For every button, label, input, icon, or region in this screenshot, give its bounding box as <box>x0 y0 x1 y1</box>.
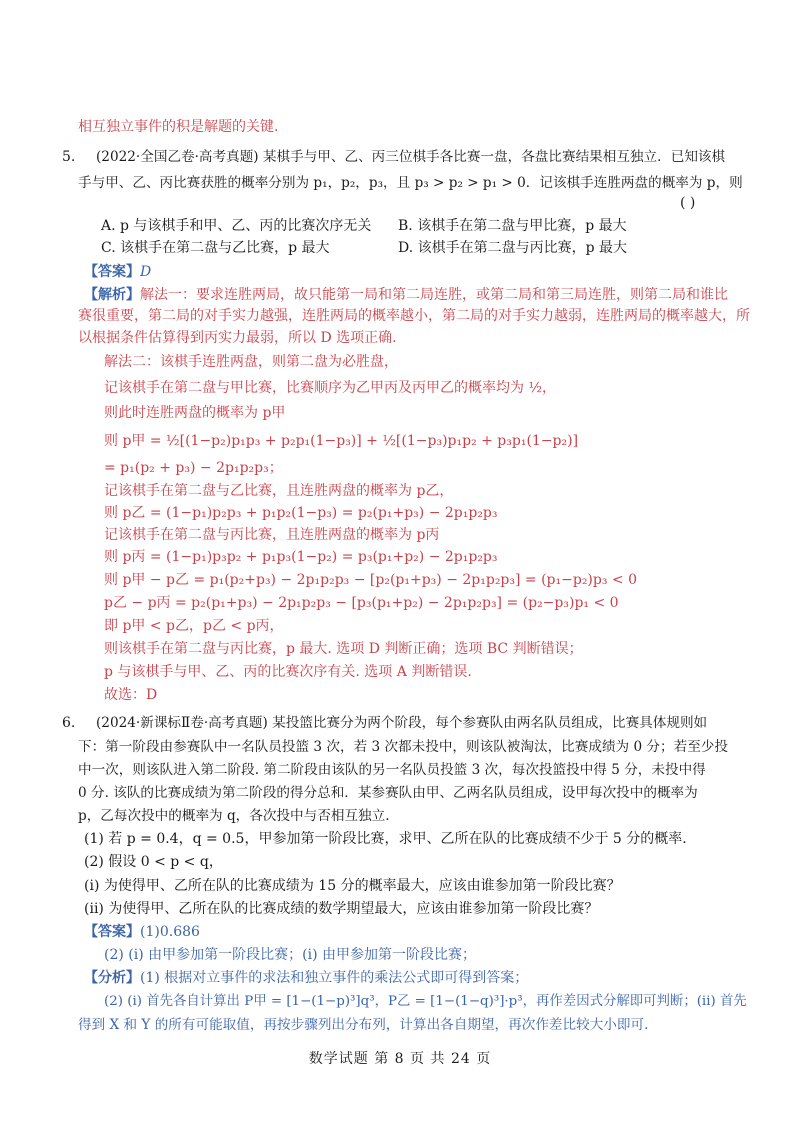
q6-stem-line-5: p，乙每次投中的概率为 q，各次投中与否相互独立. <box>78 808 390 824</box>
q5-analysis-line-2: 赛很重要，第二局的对手实力越强，连胜两局的概率越小，第二局的对手实力越弱，连胜两局的概率越大，所 <box>78 308 750 324</box>
q5-number: 5. <box>62 149 76 165</box>
q5-method2-line-1: 解法二：该棋手连胜两盘，则第二盘为必胜盘， <box>104 354 398 370</box>
q6-subquestion-2: (2) 假设 0 < p < q， <box>84 854 223 870</box>
page-footer: 数学试题 第 8 页 共 24 页 <box>308 1051 492 1067</box>
q5-stem-line-2: 手与甲、乙、丙比赛获胜的概率分别为 p₁，p₂，p₃，且 p₃ > p₂ > p₁ > 0．记该棋手连胜两盘的概率为 p，则 <box>78 175 743 191</box>
top-conclusion-line: 相互独立事件的积是解题的关键. <box>78 119 279 135</box>
q5-method2-line-7: 则 p乙 = (1−p₁)p₂p₃ + p₁p₂(1−p₃) = p₂(p₁+p₃) − 2p₁p₂p₃ <box>104 505 498 521</box>
q5-method2-line-15: 故选：D <box>104 687 158 703</box>
q6-stem-line-2: 下：第一阶段由参赛队中一名队员投篮 3 次，若 3 次都未投中，则该队被淘汰，比赛成绩为 0 分；若至少投 <box>78 739 728 755</box>
q5-option-a: A. p 与该棋手和甲、乙、丙的比赛次序无关 <box>101 218 372 234</box>
q5-answer-label: 【答案】 <box>84 264 140 280</box>
q5-answer-value: D <box>140 264 152 280</box>
q5-stem-line-1: (2022·全国乙卷·高考真题) 某棋手与甲、乙、丙三位棋手各比赛一盘，各盘比赛结果相互独立．已知该棋 <box>96 149 726 165</box>
q5-method2-line-10: 则 p甲 − p乙 = p₁(p₂+p₃) − 2p₁p₂p₃ − [p₂(p₁+p₃) − 2p₁p₂p₃] = (p₁−p₂)p₃ < 0 <box>104 572 638 588</box>
q5-method2-line-12: 即 p甲 < p乙，p乙 < p丙， <box>104 618 284 634</box>
q6-answer <box>84 922 200 942</box>
q6-number: 6. <box>62 715 76 731</box>
q5-answer-paren: ( ) <box>680 195 696 211</box>
q6-analysis-line-2: (2) (i) 首先各自计算出 P甲 = [1−(1−p)³]q³，P乙 = [1−(1−q)³]·p³，再作差因式分解即可判断；(ii) 首先 <box>104 994 747 1009</box>
q5-method2-line-14: p 与该棋手与甲、乙、丙的比赛次序有关. 选项 A 判断错误. <box>104 664 472 680</box>
q5-method2-line-3: 则此时连胜两盘的概率为 p甲 <box>104 405 286 421</box>
q6-subquestion-2i: (i) 为使得甲、乙所在队的比赛成绩为 15 分的概率最大，应该由谁参加第一阶段比赛？ <box>84 878 621 894</box>
q5-analysis-line-1 <box>84 285 728 305</box>
q5-option-b: B. 该棋手在第二盘与甲比赛，p 最大 <box>398 218 627 234</box>
q5-option-d: D. 该棋手在第二盘与丙比赛，p 最大 <box>398 240 628 256</box>
q6-subquestion-1: (1) 若 p = 0.4，q = 0.5，甲参加第一阶段比赛，求甲、乙所在队的比赛成绩不少于 5 分的概率. <box>84 831 687 847</box>
q5-analysis-text-1: 解法一：要求连胜两局，故只能第一局和第二局连胜，或第二局和第三局连胜，则第二局和谁比 <box>140 287 728 303</box>
q5-method2-line-13: 则该棋手在第二盘与丙比赛，p 最大. 选项 D 判断正确；选项 BC 判断错误； <box>104 641 583 657</box>
q6-subquestion-2ii: (ii) 为使得甲、乙所在队的比赛成绩的数学期望最大，应该由谁参加第一阶段比赛？ <box>84 901 599 917</box>
q6-analysis-text-1: (1) 根据对立事件的求法和独立事件的乘法公式即可得到答案； <box>140 970 529 986</box>
q6-stem-line-3: 中一次，则该队进入第二阶段. 第二阶段由该队的另一名队员投篮 3 次，每次投篮投中得 5 分，未投中得 <box>78 762 706 778</box>
q5-method2-line-4: 则 p甲 = ½[(1−p₂)p₁p₃ + p₂p₁(1−p₃)] + ½[(1−p₃)p₁p₂ + p₃p₁(1−p₂)] <box>104 433 579 449</box>
q5-method2-line-8: 记该棋手在第二盘与丙比赛，且连胜两盘的概率为 p丙 <box>104 527 440 543</box>
q5-option-c: C. 该棋手在第二盘与乙比赛，p 最大 <box>101 240 330 256</box>
q6-answer-line-2: (2) (i) 由甲参加第一阶段比赛；(i) 由甲参加第一阶段比赛； <box>104 947 476 963</box>
q6-analysis <box>84 968 528 988</box>
q5-method2-line-5: = p₁(p₂ + p₃) − 2p₁p₂p₃； <box>104 460 283 476</box>
q5-answer <box>84 262 151 282</box>
q6-answer-value: (1)0.686 <box>140 924 200 940</box>
q5-method2-line-6: 记该棋手在第二盘与乙比赛，且连胜两盘的概率为 p乙， <box>104 483 454 499</box>
q5-method2-line-2: 记该棋手在第二盘与甲比赛，比赛顺序为乙甲丙及丙甲乙的概率均为 ½， <box>104 380 557 396</box>
q5-analysis-label: 【解析】 <box>84 287 140 303</box>
q6-stem-line-4: 0 分. 该队的比赛成绩为第二阶段的得分总和．某参赛队由甲、乙两名队员组成，设甲每次投中的概率为 <box>78 785 698 801</box>
q6-stem-line-1: (2024·新课标Ⅱ卷·高考真题) 某投篮比赛分为两个阶段，每个参赛队由两名队员组成，比赛具体规则如 <box>96 715 708 731</box>
q5-analysis-line-3: 以根据条件估算得到丙实力最弱，所以 D 选项正确. <box>78 330 397 346</box>
q5-method2-line-9: 则 p丙 = (1−p₁)p₃p₂ + p₁p₃(1−p₂) = p₃(p₁+p₂) − 2p₁p₂p₃ <box>104 549 498 565</box>
q6-analysis-line-3: 得到 X 和 Y 的所有可能取值，再按步骤列出分布列，计算出各自期望，再次作差比较大小即可. <box>78 1017 649 1033</box>
q6-analysis-label: 【分析】 <box>84 970 140 986</box>
q6-answer-label: 【答案】 <box>84 924 140 940</box>
q5-method2-line-11: p乙 − p丙 = p₂(p₁+p₃) − 2p₁p₂p₃ − [p₃(p₁+p₂) − 2p₁p₂p₃] = (p₂−p₃)p₁ < 0 <box>104 595 619 611</box>
